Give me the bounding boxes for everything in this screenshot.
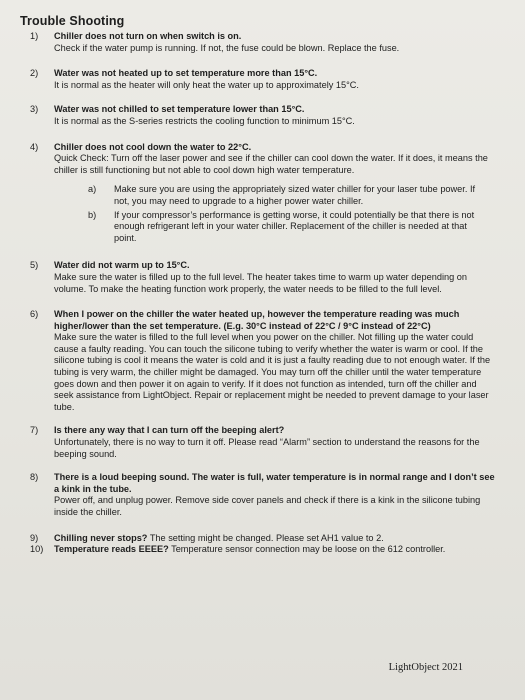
item-number: 7) <box>30 425 39 436</box>
sub-item-letter: b) <box>88 209 97 220</box>
item-text: Power off, and unplug power. Remove side cover panels and check if there is a kink in the silicone tubing inside the chiller. <box>54 495 481 517</box>
item-text: Make sure the water is filled up to the full level. The heater takes time to warm up water depending on volume. To make the heating function work properly, the water needs to be filled to the full level. <box>54 271 467 294</box>
footer-signature: LightObject 2021 <box>388 662 463 673</box>
troubleshooting-list <box>20 31 497 556</box>
item-title: When I power on the chiller the water heated up, however the temperature reading was much higher/lower than the set temperature. (E.g. 30°C instead of 22°C / 9°C instead of 22°C) <box>54 309 460 331</box>
list-item <box>20 68 497 91</box>
item-title: Chilling never stops? <box>54 532 148 543</box>
sub-item-text: Make sure you are using the appropriately sized water chiller for your laser tube power. If not, you may need to upgrade to a higher power water chiller. <box>114 184 476 206</box>
item-text: Check if the water pump is running. If not, the fuse could be blown. Replace the fuse. <box>54 42 400 53</box>
item-number: 10) <box>30 544 44 555</box>
list-item <box>20 260 497 295</box>
item-number: 1) <box>30 31 39 41</box>
item-title: Is there any way that I can turn off the beeping alert? <box>54 425 285 436</box>
sub-list <box>54 184 497 244</box>
item-number: 3) <box>30 104 39 115</box>
item-text: Temperature sensor connection may be loose on the 612 controller. <box>171 544 446 555</box>
item-number: 6) <box>30 309 39 320</box>
list-item <box>20 533 497 545</box>
item-number: 4) <box>30 141 39 152</box>
item-number: 2) <box>30 68 39 79</box>
list-item <box>20 544 497 556</box>
item-number: 8) <box>30 472 39 483</box>
item-text: Make sure the water is filled to the full level when you power on the chiller. Not filling up the water could cause a faulty reading. You can touch the silicone tubing to verify whether the water is warm or cool. If the silicone tubing is cool it means the water is cold and it is just a faulty reading due to not enough water. If the tubing is very warm, the chiller might be damaged. You may turn off the chiller until the water temperature goes down and then power it on again to verify. If it does not function as intended, turn off the chiller and seek assistance from LightObject. Repair or replacement might be needed to prevent damage to your laser tube. <box>54 332 491 412</box>
sub-list-item <box>54 210 497 245</box>
item-number: 9) <box>30 532 39 543</box>
item-text: The setting might be changed. Please set AH1 value to 2. <box>149 532 384 543</box>
sub-item-letter: a) <box>88 184 97 195</box>
item-title: Water was not heated up to set temperature more than 15°C. <box>54 68 318 79</box>
list-item <box>20 31 497 54</box>
document-title: Trouble Shooting <box>20 14 125 28</box>
list-item <box>20 425 497 460</box>
item-title: Chiller does not turn on when switch is on. <box>54 31 242 41</box>
list-item <box>20 309 497 413</box>
item-title: Water did not warm up to 15°C. <box>54 260 190 271</box>
item-text: Unfortunately, there is no way to turn it off. Please read “Alarm” section to understand the reasons for the beeping sound. <box>54 437 480 459</box>
item-title: There is a loud beeping sound. The water is full, water temperature is in normal range and I don’t see a kink in the tube. <box>54 472 495 494</box>
item-text: It is normal as the S-series restricts the cooling function to minimum 15°C. <box>54 115 355 126</box>
item-title: Temperature reads EEEE? <box>54 544 169 555</box>
item-number: 5) <box>30 260 39 271</box>
list-item <box>20 104 497 127</box>
item-title: Chiller does not cool down the water to 22°C. <box>54 141 252 152</box>
list-item <box>20 472 497 518</box>
sub-item-text: If your compressor’s performance is getting worse, it could potentially be that there is not enough refrigerant left in your water chiller. Replacement of the chiller is needed at that point. <box>114 209 475 243</box>
item-text: Quick Check: Turn off the laser power and see if the chiller can cool down the water. If it does, it means the chiller is still functioning but not able to cool down high water temperature. <box>54 153 488 175</box>
sub-list-item <box>54 184 497 207</box>
list-item <box>20 142 497 247</box>
item-text: It is normal as the heater will only heat the water up to approximately 15°C. <box>54 79 359 90</box>
item-title: Water was not chilled to set temperature lower than 15°C. <box>54 104 305 115</box>
